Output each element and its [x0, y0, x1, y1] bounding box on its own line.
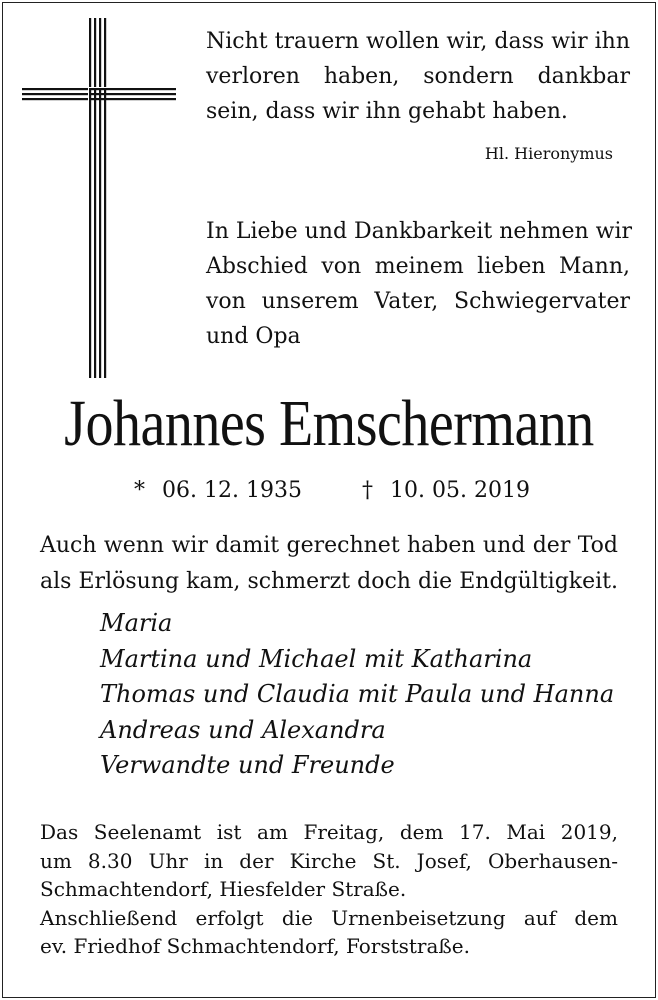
mourner-entry: Verwandte und Freunde: [100, 751, 395, 779]
death-symbol: †: [362, 478, 373, 503]
service-line: Das Seelenamt ist am Freitag, dem 17. Mai 2019,: [40, 820, 618, 844]
mourners-list: [100, 606, 640, 784]
service-details: [40, 818, 618, 961]
service-line: um 8.30 Uhr in der Kirche St. Josef, Oberhausen-: [40, 848, 618, 873]
deceased-name: Johannes Emschermann: [64, 387, 594, 461]
death-date-group: [362, 474, 530, 508]
intro-line: Abschied von meinem lieben Mann,: [206, 254, 630, 279]
mourner-entry: Maria: [100, 609, 173, 637]
birth-symbol: *: [134, 478, 145, 503]
statement-line: als Erlösung kam, schmerzt doch die Endgültigkeit.: [40, 569, 618, 594]
service-line: ev. Friedhof Schmachtendorf, Forststraße.: [40, 934, 470, 958]
intro-line: und Opa: [206, 324, 301, 349]
intro-line: von unserem Vater, Schwiegervater: [206, 289, 630, 314]
death-date: 10. 05. 2019: [390, 478, 530, 503]
intro-line: In Liebe und Dankbarkeit nehmen wir: [206, 219, 633, 244]
memorial-quote: Nicht trauern wollen wir, dass wir ihn verloren haben, sondern dankbar sein, dass wir ihn gehabt haben.: [206, 29, 630, 124]
family-statement: [40, 528, 618, 600]
birth-date-group: [134, 474, 302, 508]
statement-line: Auch wenn wir damit gerechnet haben und der Tod: [40, 533, 618, 558]
service-line: Anschließend erfolgt die Urnenbeisetzung auf dem: [40, 905, 618, 930]
mourner-entry: Andreas und Alexandra: [100, 715, 386, 744]
service-line: Schmachtendorf, Hiesfelder Straße.: [40, 877, 407, 901]
intro-text: [206, 214, 633, 354]
birth-date: 06. 12. 1935: [162, 478, 302, 503]
mourner-entry: Thomas und Claudia mit Paula und Hanna: [100, 680, 615, 708]
quote-author: Hl. Hieronymus: [484, 144, 613, 163]
cross-icon: [22, 18, 176, 378]
mourner-entry: Martina und Michael mit Katharina: [100, 644, 533, 673]
